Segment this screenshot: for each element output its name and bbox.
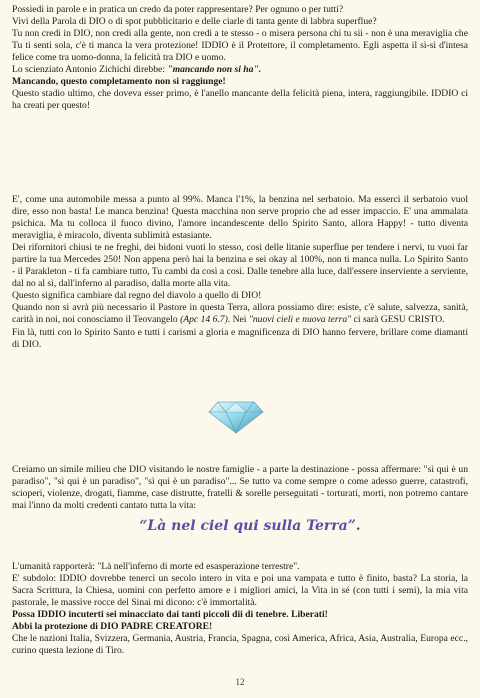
text-line: L'umanità rapporterà: "Là nell'inferno di morte ed esasperazione terrestre".: [12, 561, 300, 572]
text-line: Mancando, questo completamento non si raggiunge!: [12, 76, 226, 88]
page-number: 12: [235, 677, 245, 687]
quote-inline: "mancando non si ha".: [167, 64, 262, 76]
text-line: Che le nazioni Italia, Svizzera, Germania, Austria, Francia, Spagna, così America, Africa, Asia, Australia, Europa ecc., curino questa lezione di Tiro.: [12, 633, 468, 657]
text-span: Dei rifornitori chiusi te ne freghi, dei bidoni vuoti lo stesso, così delle litanie superflue per tendere i nervi, tu vuoi far partire la tua Mercedes 250! Non appena però hai la benzina e sei okay al 100%, non ti manca nulla. Lo Spirito Santo - il Parakleton - ti fa cambiare tutto, Tu cambi da così a così: [12, 242, 468, 278]
text-line: Tu non credi in DIO, non credi alla gente, non credi a te stesso - o misera persona chi tu sii - non è una meraviglia che Tu ti senti sola, c'è ti manca la vera protezione! IDDIO è il Protettore, il completamento. Egli aspetta il sì-sì d'intesa felice come tra uomo-donna, la felicità tra DIO e uomo.: [12, 28, 468, 64]
paragraph-1: [12, 4, 468, 112]
text-line: E', come una automobile messa a punto al 99%. Manca l'1%, la benzina nel serbatoio. Ma esserci il serbatoio vuol dire, esso non basta! Le manca benzina! Questa macchina non serve proprio che ad esser impaccio. E' una ammalata psichica. Ma tu colloca il fuoco divino, l'amore incandescente dello Spirito Santo, allora Happy! - tutto diventa meraviglia, è miracolo, diventa sublimità estasiante.: [12, 194, 468, 242]
diamond-icon: [208, 400, 264, 434]
text-span: . Dalle tenebre alla luce, dall'essere inserviente a serviente, dal no al sì, dall'inferno al paradiso, dalla morte alla vita.: [12, 266, 468, 290]
quote-inline: "nuovi cieli e nuova terra": [248, 314, 352, 326]
text-line: [12, 302, 468, 326]
text-line: Creiamo un simile milieu che DIO visitando le nostre famiglie - a parte la destinazione - possa affermare: "sì qui è un paradiso", "sì qui è un paradiso", "sì qui è un paradiso"... Se tutto va come sempre o come adesso guerre, catastrofi, scioperi, violenze, drogati, fiamme, case distrutte, fratelli & sorelle perseguitati - torturati, morti, non potremo cantare mai l'inno da molti credenti cantato tutta la vita:: [12, 464, 468, 512]
text-span: ci sarà GESU CRISTO.: [351, 314, 445, 326]
text-line: Abbi la protezione di DIO PADRE CREATORE!: [12, 621, 213, 633]
text-span: . Nei: [227, 314, 247, 326]
text-line: Fin là, tutti con lo Spirito Santo e tutti i carismi a gloria e magnificenza di DIO hanno fervere, brillare come diamanti di DIO.: [12, 326, 468, 350]
text-span: Lo scienziato Antonio Zichichi direbbe:: [12, 64, 165, 76]
song-quote: “Là nel ciel qui sulla Terra”.: [139, 518, 361, 534]
paragraph-3: [12, 464, 468, 512]
text-line: Possa IDDIO incuterti sei minacciato dai tanti piccoli dii di tenebre. Liberati!: [12, 609, 328, 621]
text-line: Questo stadio ultimo, che doveva esser primo, è l'anello mancante della felicità piena, intera, raggiungibile. IDDIO ci ha creati per questo!: [12, 88, 468, 112]
text-line: [12, 64, 468, 76]
paragraph-4: [12, 561, 468, 657]
text-line: Possiedi in parole e in pratica un credo da poter rappresentare? Per ognuno o per tutti?: [12, 4, 344, 15]
text-line: Questo significa cambiare dal regno del diavolo a quello di DIO!: [12, 290, 262, 302]
text-line: [12, 242, 468, 290]
reference: (Apc 14 6.7): [180, 314, 228, 326]
text-span: Quando non si avrà più necessario il Pastore in questa Terra, allora possiamo dire: esiste, c'è salute, salvezza, sanità, carità in noi, noi conosciamo il Teovangelo: [12, 302, 468, 326]
text-line: Vivi della Parola di DIO o di spot pubblicitario e delle ciarle di tanta gente di labbra superflue?: [12, 16, 377, 28]
paragraph-2: [12, 194, 468, 351]
text-line: E' subdolo: IDDIO dovrebbe tenerci un secolo intero in vita e poi una vampata e tutto è finito, basta? La storia, la Sacra Scrittura, la Chiesa, uomini con perfetto amore e i migliori amici, la Vita in sé (con tutti i semi), la mia vita pastorale, le massive rocce del Sinai mi dicono: c'è immortalità.: [12, 573, 468, 609]
